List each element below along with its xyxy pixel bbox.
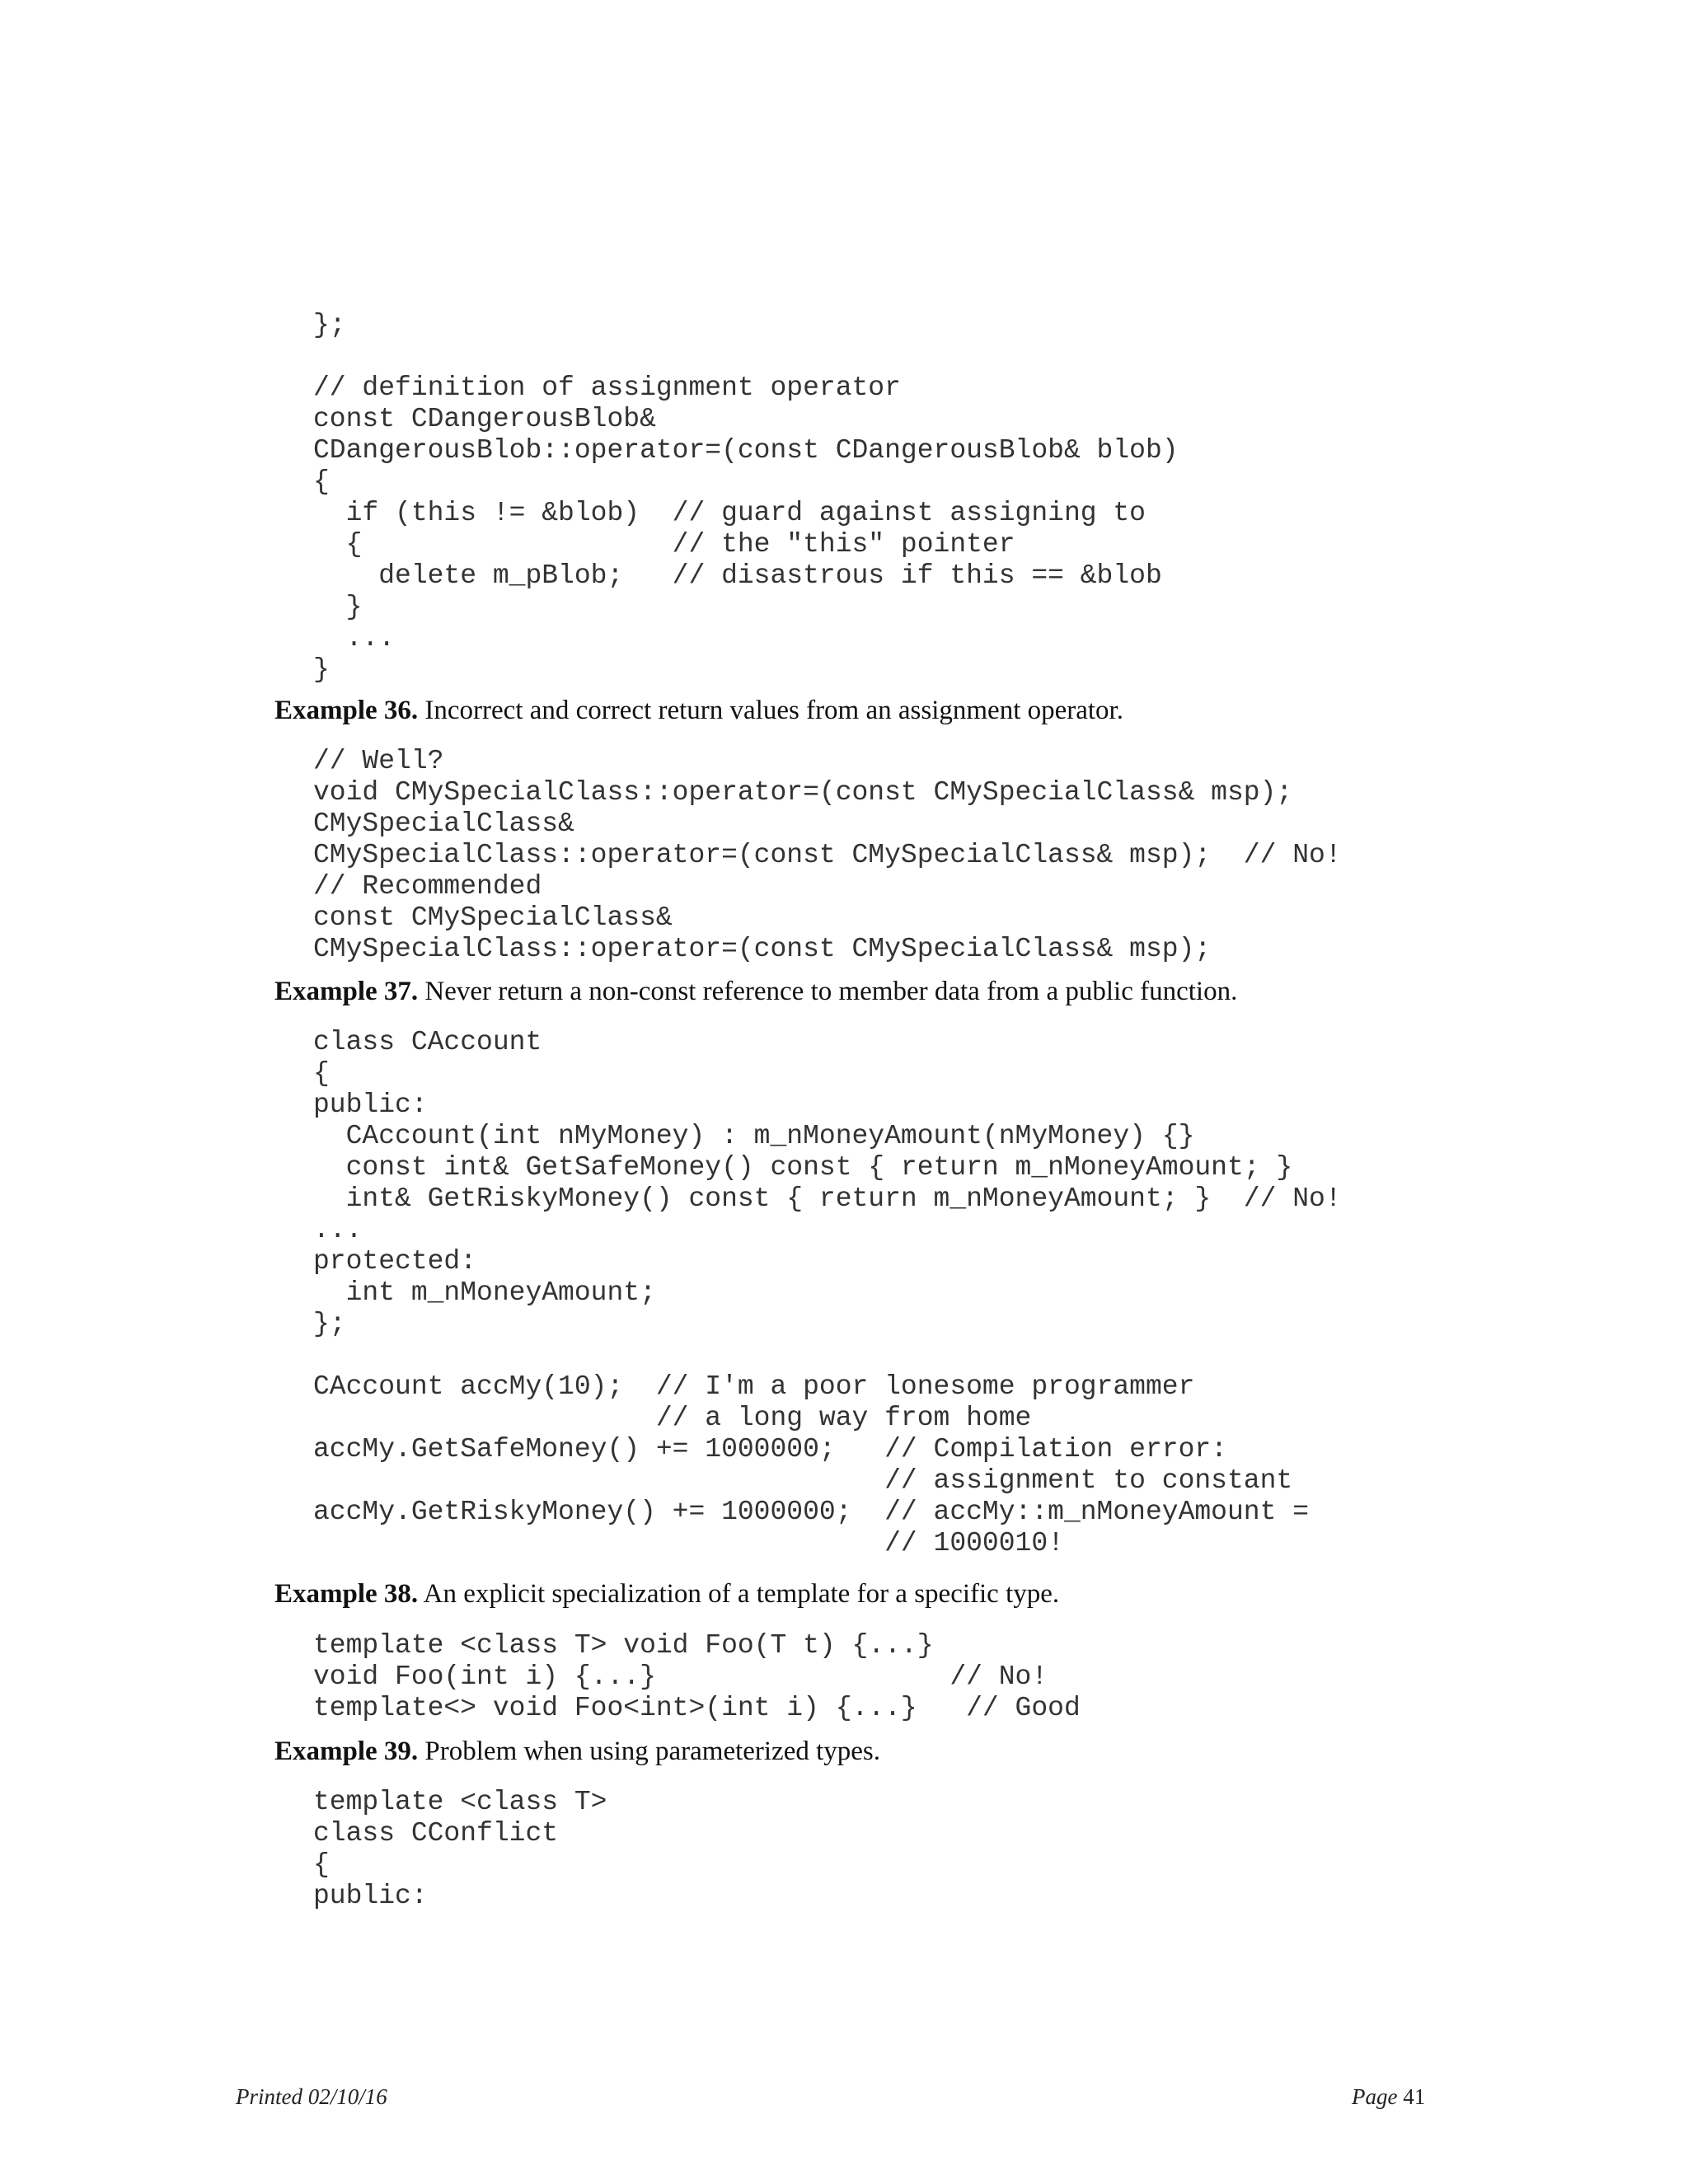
- caption-example-38: [274, 1577, 1059, 1610]
- caption-example-37: [274, 975, 1237, 1008]
- code-block-assignment-definition: }; // definition of assignment operator const CDangerousBlob& CDangerousBlob::operator=(const CDangerousBlob& blob) { if (this != &blob) // guard against assigning to { // the "this" pointer delete m_pBlob; // disastrous if this == &blob } ... }: [313, 310, 1179, 685]
- code-block-example-36: // Well? void CMySpecialClass::operator=(const CMySpecialClass& msp); CMySpecialClass& CMySpecialClass::operator=(const CMySpecialClass& msp); // No! // Recommended const CMySpecialClass& CMySpecialClass::operator=(const CMySpecialClass& msp);: [313, 746, 1342, 964]
- footer-page-value: 41: [1403, 2084, 1426, 2109]
- footer-page-label: Page: [1352, 2084, 1398, 2109]
- caption-example-37-text: Never return a non-const reference to member data from a public function.: [424, 977, 1238, 1006]
- caption-example-39: [274, 1735, 880, 1768]
- caption-example-39-text: Problem when using parameterized types.: [424, 1736, 881, 1766]
- caption-example-39-label: Example 39.: [274, 1736, 419, 1766]
- caption-example-38-text: An explicit specialization of a template for a specific type.: [423, 1579, 1060, 1609]
- caption-example-36: [274, 694, 1123, 727]
- footer-page-number: [1352, 2083, 1425, 2110]
- code-block-example-37: class CAccount { public: CAccount(int nMyMoney) : m_nMoneyAmount(nMyMoney) {} const int& GetSafeMoney() const { return m_nMoneyAmount; } int& GetRiskyMoney() const { return m_nMoneyAmount; } // No! ... protected: int m_nMoneyAmount; }; CAccount accMy(10); // I'm a poor lonesome programmer // a long way from home accMy.GetSafeMoney() += 1000000; // Compilation error: // assignment to constant accMy.GetRiskyMoney() += 1000000; // accMy::m_nMoneyAmount = // 1000010!: [313, 1027, 1342, 1558]
- caption-example-36-text: Incorrect and correct return values from an assignment operator.: [424, 696, 1123, 725]
- footer-printed-date: Printed 02/10/16: [236, 2084, 387, 2109]
- caption-example-38-label: Example 38.: [274, 1579, 419, 1609]
- caption-example-37-label: Example 37.: [274, 977, 419, 1006]
- code-block-example-39: template <class T> class CConflict { public:: [313, 1787, 607, 1911]
- code-block-example-38: template <class T> void Foo(T t) {...} void Foo(int i) {...} // No! template<> void Foo<int>(int i) {...} // Good: [313, 1630, 1081, 1723]
- caption-example-36-label: Example 36.: [274, 696, 419, 725]
